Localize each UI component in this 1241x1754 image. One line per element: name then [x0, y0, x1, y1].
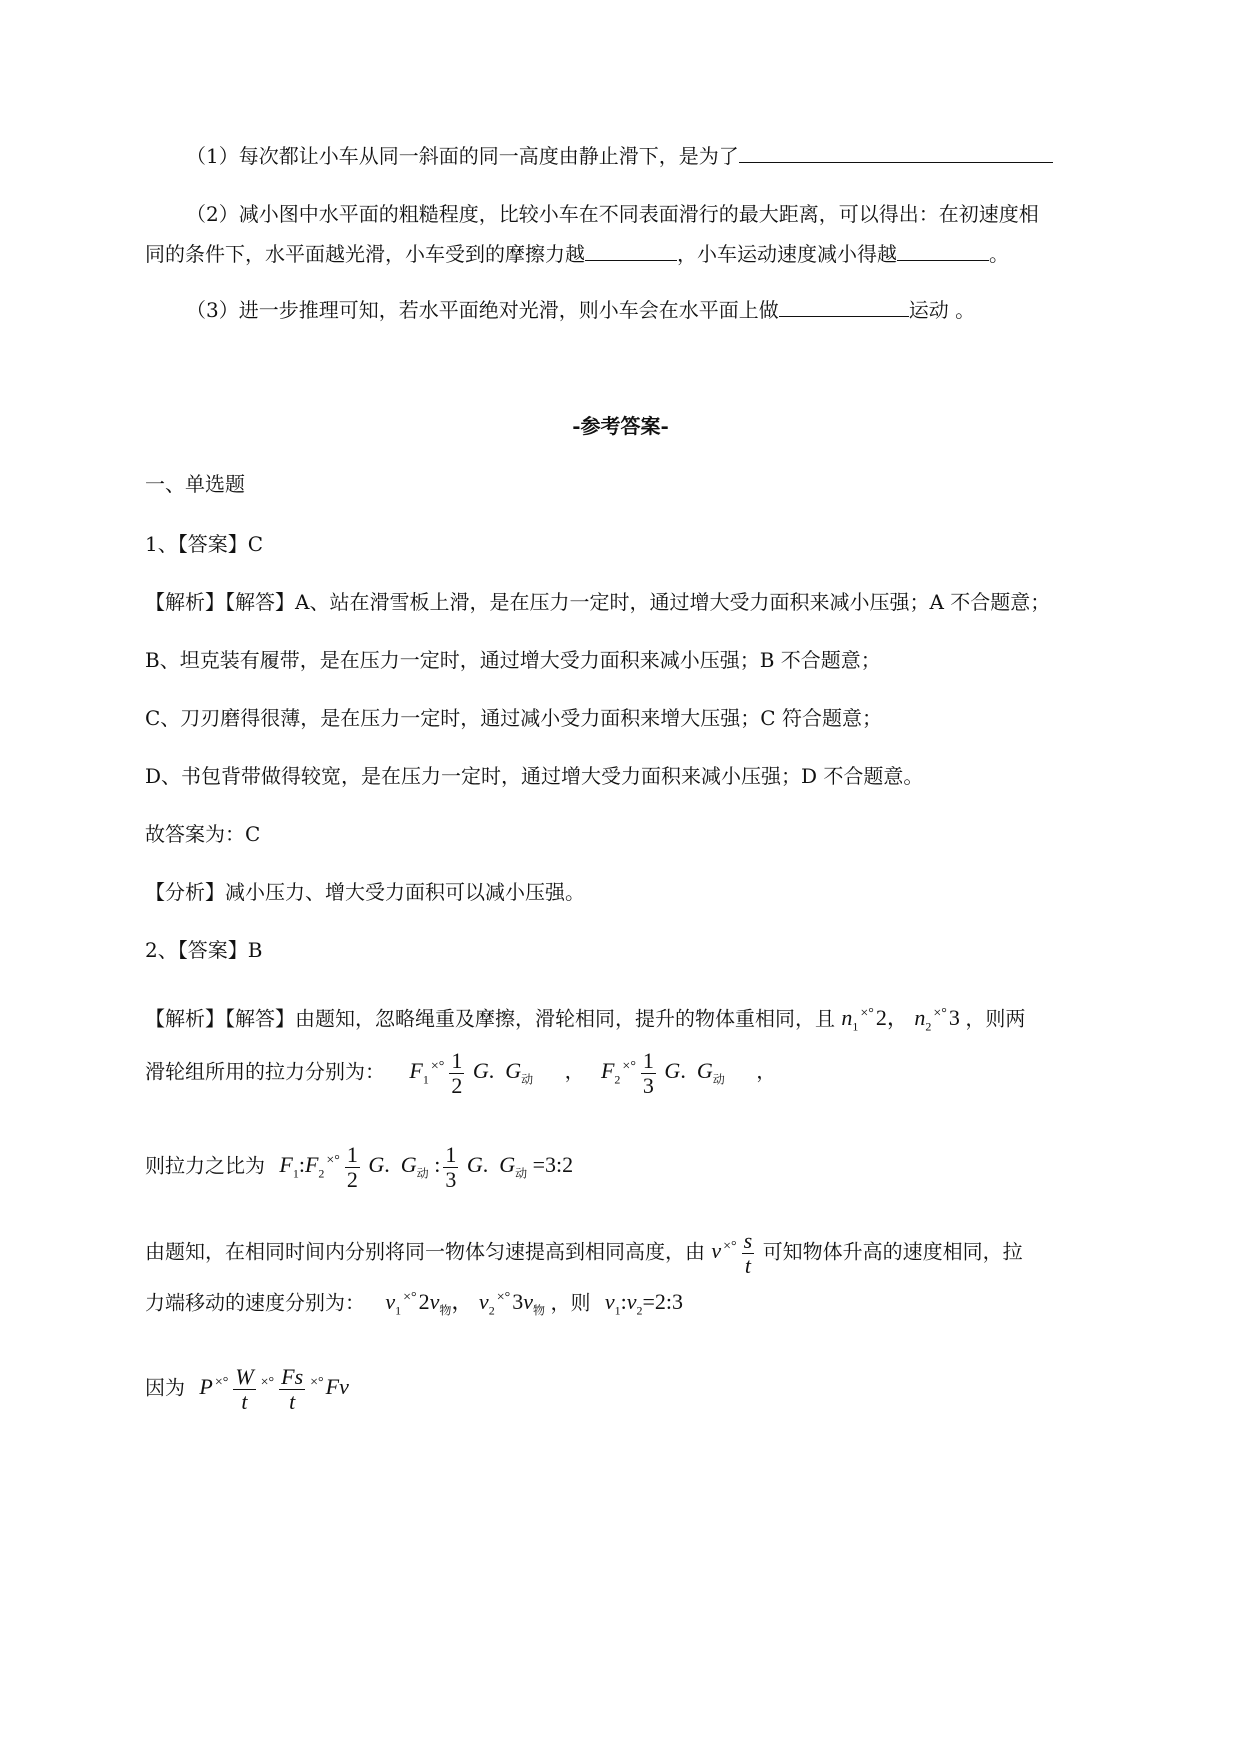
section-title: 一、单选题 [145, 472, 245, 496]
var-F: F [600, 1058, 615, 1084]
var-v: v [604, 1289, 615, 1315]
fraction [345, 1143, 360, 1192]
answer-2-text: 则拉力之比为 [145, 1153, 265, 1178]
var-F: F [279, 1152, 293, 1178]
question-3-text: （3）进一步推理可知，若水平面绝对光滑，则小车会在水平面上做 [186, 298, 779, 322]
answer-1-line-2: B、坦克装有履带，是在压力一定时，通过增大受力面积来减小压强；B 不合题意； [145, 648, 881, 672]
answer-2-text: 【解析】【解答】由题知，忽略绳重及摩擦，滑轮相同，提升的物体重相同，且 [145, 1006, 835, 1031]
colon: : [434, 1152, 441, 1178]
var-G: G [466, 1152, 483, 1178]
fraction [641, 1049, 656, 1098]
answer-2-line-5 [145, 1284, 683, 1325]
answer-1-line-4: D、书包背带做得较宽，是在压力一定时，通过增大受力面积来减小压强；D 不合题意。 [145, 764, 924, 788]
answer-1-line-1: 【解析】【解答】A、站在滑雪板上滑，是在压力一定时，通过增大受力面积来减小压强；A 不合题意； [145, 590, 1051, 614]
v2-value: 3 [512, 1289, 524, 1315]
n1-value: 2， [875, 1005, 909, 1031]
numerator: 1 [451, 1047, 463, 1073]
answer-blank-3[interactable] [897, 240, 989, 261]
sub-dong: 动 [515, 1166, 528, 1181]
equals-glyph: ×° [326, 1153, 340, 1168]
formula-force-ratio [279, 1141, 574, 1192]
separator: ， [756, 1059, 777, 1084]
sub-dong: 动 [416, 1166, 429, 1181]
denominator: 2 [451, 1072, 463, 1098]
formula-F2 [600, 1047, 730, 1098]
dot: . [482, 1152, 489, 1178]
answer-1-title: 1、【答案】C [145, 532, 264, 556]
colon: : [298, 1152, 305, 1178]
equals-glyph: ×° [310, 1375, 324, 1390]
answer-2-text: 滑轮组所用的拉力分别为： [145, 1059, 385, 1084]
sub-1: 1 [292, 1166, 299, 1181]
answer-blank-4[interactable] [779, 296, 909, 317]
question-2-text: （2）减小图中水平面的粗糙程度，比较小车在不同表面滑行的最大距离，可以得出：在初速度相 [186, 202, 1039, 226]
answer-2-text: 由题知，在相同时间内分别将同一物体匀速提高到相同高度，由 [145, 1239, 705, 1264]
equals-glyph: ×° [430, 1059, 445, 1074]
var-v: v [523, 1289, 533, 1315]
ratio-result: =3:2 [532, 1152, 574, 1178]
var-n: n [841, 1005, 853, 1031]
answer-1-line-3: C、刀刃磨得很薄，是在压力一定时，通过减小受力面积来增大压强；C 符合题意； [145, 706, 882, 730]
denominator: 2 [346, 1166, 358, 1192]
question-3 [186, 296, 975, 324]
var-n: n [914, 1005, 926, 1031]
var-G: G [696, 1058, 713, 1084]
var-F: F [304, 1152, 319, 1178]
sub-2: 2 [318, 1166, 325, 1181]
var-v: v [626, 1289, 637, 1315]
var-v: v [711, 1238, 722, 1264]
formula-velocity [711, 1227, 762, 1278]
var-Fv: Fv [325, 1374, 349, 1400]
sub-2: 2 [925, 1019, 932, 1034]
var-F: F [409, 1058, 423, 1084]
sub-2: 2 [614, 1072, 621, 1087]
var-G: G [368, 1152, 385, 1178]
question-1-text: （1）每次都让小车从同一斜面的同一高度由静止滑下，是为了 [186, 144, 739, 168]
var-G: G [664, 1058, 681, 1084]
answer-blank-2[interactable] [585, 240, 677, 261]
sub-dong: 动 [521, 1072, 534, 1087]
sub-1: 1 [852, 1019, 859, 1034]
numerator: Fs [281, 1363, 304, 1389]
numerator: 1 [642, 1047, 654, 1073]
comma: ， [451, 1289, 474, 1315]
denominator: t [241, 1388, 248, 1414]
denominator: 3 [642, 1072, 654, 1098]
sub-1: 1 [614, 1303, 621, 1318]
question-2-end: 。 [989, 242, 1009, 266]
formula-speeds [385, 1289, 550, 1318]
fraction [279, 1365, 305, 1414]
fraction [443, 1143, 458, 1192]
colon: : [620, 1289, 627, 1315]
answer-2-line-4 [145, 1224, 1023, 1278]
equals-glyph: ×° [933, 1006, 947, 1021]
denominator: 3 [445, 1166, 457, 1192]
var-P: P [199, 1374, 213, 1400]
answer-2-line-2 [145, 1044, 776, 1103]
equals-glyph: ×° [403, 1290, 417, 1305]
question-3-end: 运动 。 [908, 298, 976, 322]
numerator: W [235, 1363, 254, 1389]
speed-ratio-result: =2:3 [642, 1289, 684, 1315]
answer-2-text: ，则 [550, 1290, 591, 1315]
answer-2-text: 因为 [145, 1375, 185, 1400]
denominator: t [289, 1388, 296, 1414]
sub-1: 1 [422, 1072, 429, 1087]
answer-2-line-6 [145, 1360, 349, 1414]
answer-2-text: 可知物体升高的速度相同，拉 [762, 1239, 1023, 1264]
question-2-text-b: ，小车运动速度减小得越 [677, 242, 897, 266]
numerator: s [743, 1227, 753, 1253]
var-v: v [478, 1289, 489, 1315]
equals-glyph: ×° [496, 1290, 511, 1305]
question-2-text-a: 同的条件下，水平面越光滑，小车受到的摩擦力越 [145, 242, 585, 266]
dot: . [488, 1058, 495, 1084]
equals-glyph: ×° [260, 1375, 275, 1390]
sub-dong: 动 [712, 1072, 725, 1087]
n2-value: 3 [948, 1005, 960, 1031]
answer-2-text: ，则两 [965, 1006, 1026, 1031]
question-1 [186, 142, 1053, 170]
dot: . [384, 1152, 390, 1178]
sub-2: 2 [488, 1303, 495, 1318]
answer-2-line-1 [145, 1000, 1025, 1041]
formula-power [199, 1363, 349, 1414]
question-2-line-1 [186, 200, 1039, 228]
formula-F1 [409, 1047, 538, 1098]
answer-1-analysis: 【分析】减小压力、增大受力面积可以减小压强。 [145, 880, 585, 904]
equals-glyph: ×° [622, 1059, 636, 1074]
var-G: G [400, 1152, 417, 1178]
denominator: t [744, 1252, 751, 1278]
answer-2-title: 2、【答案】B [145, 938, 263, 962]
equals-glyph: ×° [723, 1239, 737, 1254]
sub-2: 2 [636, 1303, 643, 1318]
equals-glyph: ×° [214, 1375, 229, 1390]
answer-2-text: 力端移动的速度分别为： [145, 1290, 365, 1315]
fraction [742, 1229, 755, 1278]
answer-2-line-3 [145, 1138, 573, 1197]
formula-n-values [841, 1005, 965, 1034]
var-G: G [505, 1058, 522, 1084]
var-v: v [385, 1289, 396, 1315]
sub-wu: 物 [439, 1303, 452, 1318]
var-G: G [472, 1058, 489, 1084]
fraction [449, 1049, 464, 1098]
fraction [233, 1365, 255, 1414]
v1-value: 2 [418, 1289, 430, 1315]
sub-wu: 物 [532, 1303, 545, 1318]
dot: . [680, 1058, 686, 1084]
question-2-line-2 [145, 240, 1009, 268]
answer-1-result: 故答案为：C [145, 822, 261, 846]
numerator: 1 [445, 1141, 457, 1167]
sub-1: 1 [395, 1303, 402, 1318]
formula-speed-ratio [604, 1289, 684, 1318]
var-v: v [429, 1289, 440, 1315]
separator: ， [564, 1059, 585, 1084]
numerator: 1 [346, 1141, 358, 1167]
answers-heading: -参考答案- [572, 414, 669, 438]
var-G: G [499, 1152, 516, 1178]
equals-glyph: ×° [860, 1006, 874, 1021]
answer-blank-1[interactable] [739, 142, 1053, 163]
